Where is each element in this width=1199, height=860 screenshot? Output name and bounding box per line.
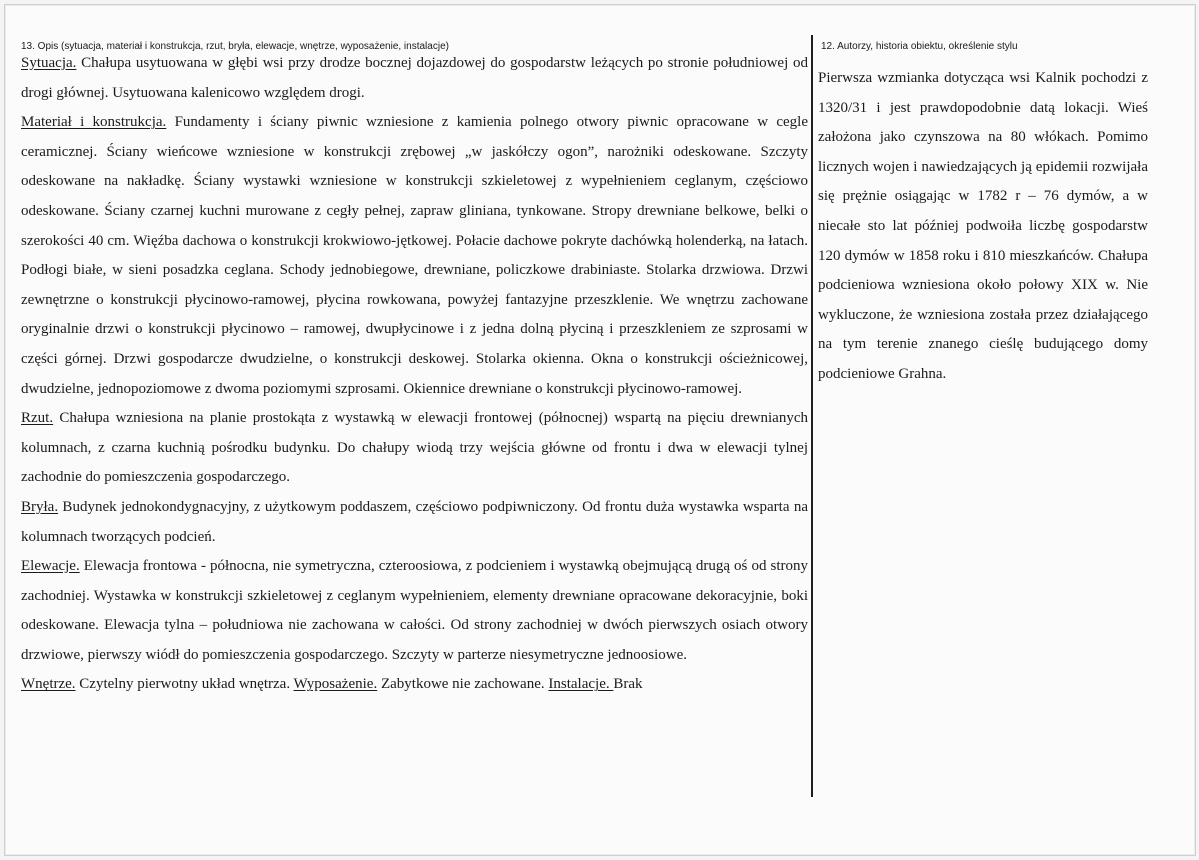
bryla-paragraph: [21, 493, 808, 552]
elewacje-text: Elewacja frontowa - północna, nie symetryczna, czteroosiowa, z podcieniem i wystawką obejmującą drugą oś od strony zachodniej. Wystawka w konstrukcji szkieletowej z ceglanym wypełnieniem, elementy drewniane opracowane dekoracyjnie, boki odeskowane. Elewacja tylna – południowa nie zachowana w całości. Od strony zachodniej w dwóch pierwszych osiach otwory drzwiowe, pierwszy wiódł do pomieszczenia gospodarczego. Szczyty w parterze niesymetryczne jednoosiowe.: [21, 558, 808, 663]
rzut-paragraph: [21, 404, 808, 493]
rzut-text: Chałupa wzniesiona na planie prostokąta z wystawką w elewacji frontowej (północnej) wspartą na pięciu drewnianych kolumnach, z czarna kuchnią pośrodku budynku. Do chałupy wiodą trzy wejścia główne od frontu i dwa w elewacji tylnej zachodnie do pomieszczenia gospodarczego.: [21, 410, 808, 486]
description-column: [21, 49, 808, 700]
wnetrze-text: Czytelny pierwotny układ wnętrza.: [75, 676, 294, 693]
elewacje-label: Elewacje.: [21, 558, 80, 575]
history-column: [818, 64, 1148, 390]
sytuacja-label: Sytuacja.: [21, 55, 77, 71]
wnetrze-label: Wnętrze.: [21, 676, 76, 693]
bryla-label: Bryła.: [21, 498, 59, 515]
wyposazenie-label: Wyposażenie.: [293, 676, 378, 693]
material-text: Fundamenty i ściany piwnic wzniesione z kamienia polnego otwory piwnic opracowane w cegle ceramicznej. Ściany wieńcowe wzniesione w konstrukcji zrębowej „w jaskółczy ogon”, narożniki odeskowane. Szczyty odeskowane na nakładkę. Ściany wystawki wzniesione w konstrukcji szkieletowej z wypełnieniem ceglanym, częściowo odeskowane. Ściany czarnej kuchni murowane z cegły pełnej, zapraw gliniana, tynkowane. Stropy drewniane belkowe, belki o szerokości 40 cm. Więźba dachowa o konstrukcji krokwiowo-jętkowej. Połacie dachowe pokryte dachówką holenderką, na łatach. Podłogi białe, w sieni posadzka ceglana. Schody jednobiegowe, drewniane, policzkowe drabiniaste. Stolarka drzwiowa. Drzwi zewnętrzne o konstrukcji płycinowo-ramowej, płycina rowkowana, powyżej fantazyjne przeszklenie. We wnętrzu zachowane oryginalnie drzwi o konstrukcji płycinowo – ramowej, dwupłycinowe i z jedna dolną płyciną i przeszkleniem ze szprosami w części górnej. Drzwi gospodarcze dwudzielne, o konstrukcji deskowej. Stolarka okienna. Okna o konstrukcji ościeżnicowej, dwudzielne, jednopoziomowe z dwoma poziomymi szprosami. Okiennice drewniane o konstrukcji płycinowo-ramowej.: [21, 114, 808, 397]
instalacje-text: Brak: [613, 676, 643, 693]
wyposazenie-text: Zabytkowe nie zachowane.: [377, 676, 549, 693]
wnetrze-paragraph: [21, 670, 808, 700]
history-text: Pierwsza wzmianka dotycząca wsi Kalnik pochodzi z 1320/31 i jest prawdopodobnie datą lokacji. Wieś założona jako czynszowa na 80 włókach. Pomimo licznych wojen i nawiedzających ją epidemii rozwijała się prężnie osiągając w 1782 r – 76 dymów, a w niecałe sto lat później podwoiła liczbę gospodarstw 120 dymów w 1858 roku i 810 mieszkańców. Chałupa podcieniowa wzniesiona około połowy XIX w. Nie wykluczone, że wzniesiona została przez działającego na tym terenie znanego cieślę budującego domy podcieniowe Grahna.: [818, 70, 1148, 382]
instalacje-label: Instalacje.: [548, 676, 614, 693]
document-sheet: [4, 4, 1196, 856]
rzut-label: Rzut.: [21, 410, 54, 427]
bryla-text: Budynek jednokondygnacyjny, z użytkowym poddaszem, częściowo podpiwniczony. Od frontu duża wystawka wsparta na kolumnach tworzących podcień.: [21, 498, 808, 545]
description-header: 13. Opis (sytuacja, materiał i konstrukcja, rzut, bryła, elewacje, wnętrze, wyposażenie, instalacje): [21, 41, 449, 52]
elewacje-paragraph: [21, 552, 808, 670]
sytuacja-text: Chałupa usytuowana w głębi wsi przy drodze bocznej dojazdowej do gospodarstw leżących po stronie południowej od drogi głównej. Usytuowana kalenicowo względem drogi.: [21, 55, 808, 101]
column-divider: [811, 35, 813, 797]
material-label: Materiał i konstrukcja.: [21, 114, 167, 131]
material-paragraph: [21, 108, 808, 404]
sytuacja-paragraph: [21, 49, 808, 108]
history-header: 12. Autorzy, historia obiektu, określenie stylu: [821, 41, 1018, 52]
